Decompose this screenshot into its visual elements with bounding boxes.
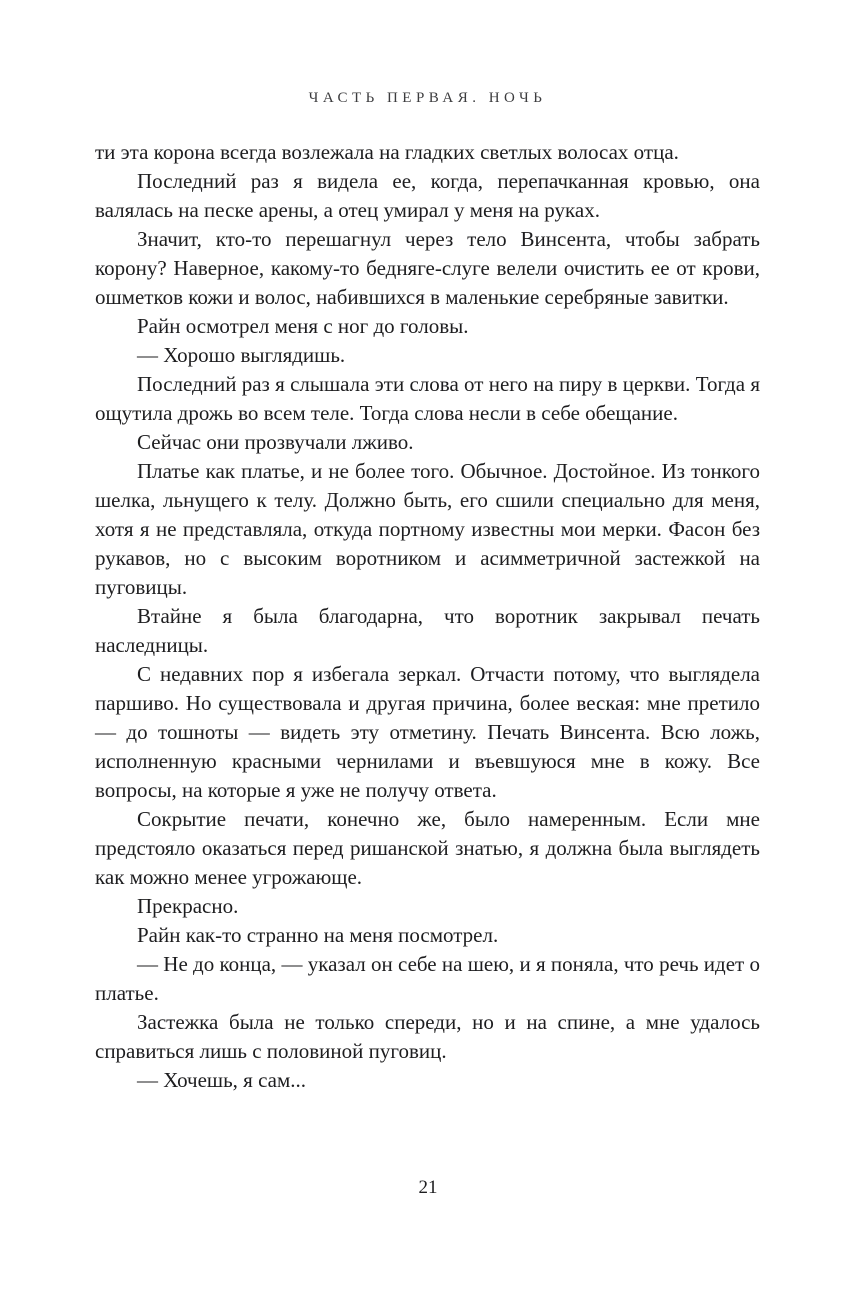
paragraph: — Не до конца, — указал он себе на шею, и я поняла, что речь идет о платье. xyxy=(95,952,760,1005)
paragraph: Значит, кто-то перешагнул через тело Винсента, чтобы забрать корону? Наверное, какому-то бедняге-слуге велели очистить ее от крови, ошметков кожи и волос, набившихся в маленькие серебряные завитки. xyxy=(95,227,760,309)
paragraph: Сокрытие печати, конечно же, было намеренным. Если мне предстояло оказаться перед ришанской знатью, я должна была выглядеть как можно менее угрожающе. xyxy=(95,807,760,889)
paragraph: Райн осмотрел меня с ног до головы. xyxy=(137,314,469,338)
paragraph: С недавних пор я избегала зеркал. Отчасти потому, что выглядела паршиво. Но существовала и другая причина, более веская: мне претило — до тошноты — видеть эту отметину. Печать Винсента. Всю ложь, исполненную красными чернилами и въевшуюся мне в кожу. Все вопросы, на которые я уже не получу ответа. xyxy=(95,662,760,802)
paragraph: Втайне я была благодарна, что воротник закрывал печать наследницы. xyxy=(95,604,760,657)
paragraph: Последний раз я видела ее, когда, перепачканная кровью, она валялась на песке арены, а отец умирал у меня на руках. xyxy=(95,169,760,222)
paragraph: Сейчас они прозвучали лживо. xyxy=(137,430,414,454)
body-text xyxy=(95,138,760,1095)
paragraph: ти эта корона всегда возлежала на гладких светлых волосах отца. xyxy=(95,140,679,164)
paragraph: — Хочешь, я сам... xyxy=(137,1068,307,1092)
paragraph: Последний раз я слышала эти слова от него на пиру в церкви. Тогда я ощутила дрожь во всем теле. Тогда слова несли в себе обещание. xyxy=(95,372,760,425)
paragraph: Прекрасно. xyxy=(137,894,239,918)
paragraph: Райн как-то странно на меня посмотрел. xyxy=(137,923,499,947)
paragraph: Платье как платье, и не более того. Обычное. Достойное. Из тонкого шелка, льнущего к телу. Должно быть, его сшили специально для меня, хотя я не представляла, откуда портному известны мои мерки. Фасон без рукавов, но с высоким воротником и асимметричной застежкой на пуговицы. xyxy=(95,459,760,599)
chapter-running-header: ЧАСТЬ ПЕРВАЯ. НОЧЬ xyxy=(308,90,547,106)
paragraph: Застежка была не только спереди, но и на спине, а мне удалось справиться лишь с половиной пуговиц. xyxy=(95,1010,760,1063)
paragraph: — Хорошо выглядишь. xyxy=(137,343,346,367)
page-number: 21 xyxy=(418,1177,438,1198)
